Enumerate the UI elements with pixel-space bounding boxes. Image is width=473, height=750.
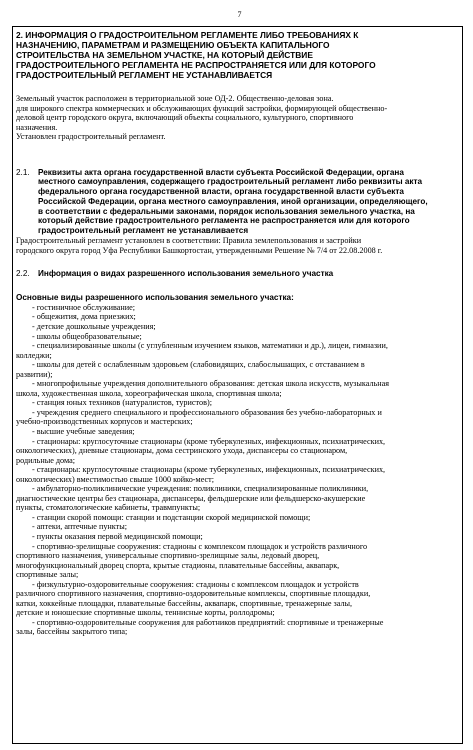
section-2-1-title-line: Реквизиты акта органа государственной власти субъекта Российской Федерации, органа (38, 167, 404, 177)
list-item-line: диагностические центры без стационара, диспансеры, фельдшерские или фельдшерско-акушерские (16, 493, 366, 503)
list-item (16, 513, 463, 523)
list-item-line: - специализированные школы (с углубленным изучением языков, математики и др.), лицеи, гимназии, (32, 341, 388, 351)
list-item (16, 427, 463, 437)
list-item-line: колледжи; (16, 350, 52, 360)
section-2-1-title-line: градостроительный регламент не устанавливается (38, 226, 249, 236)
section-2-1 (16, 168, 463, 237)
heading-line: 2. ИНФОРМАЦИЯ О ГРАДОСТРОИТЕЛЬНОМ РЕГЛАМЕНТЕ ЛИБО ТРЕБОВАНИЯХ К (16, 30, 359, 40)
intro-line: назначения. (16, 122, 58, 132)
list-item-line: - общежития, дома приезжих; (32, 312, 136, 322)
list-item-line: пункты, стоматологические кабинеты, травмпункты; (16, 503, 201, 513)
list-item-line: учебно-производственных корпусов и мастерских; (16, 417, 193, 427)
list-item (16, 580, 463, 618)
section-2-1-title-line: в соответствии с федеральными законами, порядок использования земельного участка, на (38, 206, 415, 216)
list-item-line: - спортивно-зрелищные сооружения: стадионы с комплексом площадок и устройств различного (32, 541, 368, 551)
section-2-2-number: 2.2. (16, 269, 30, 279)
page-content (16, 30, 463, 637)
list-item-line: катки, хоккейные площадки, плавательные бассейны, аквапарк, спортивные, тренажерные залы, (16, 598, 353, 608)
heading-line: ГРАДОСТРОИТЕЛЬНОГО РЕГЛАМЕНТА НЕ РАСПРОСТРАНЯЕТСЯ ИЛИ ДЛЯ КОТОРОГО (16, 60, 376, 70)
list-item (16, 465, 463, 484)
section-2-1-title-line: который действие градостроительного регламента не распространяется или для которого (38, 216, 410, 226)
heading-line: СТРОИТЕЛЬСТВА НА ЗЕМЕЛЬНОМ УЧАСТКЕ, НА КОТОРЫЙ ДЕЙСТВИЕ (16, 50, 313, 60)
list-item (16, 398, 463, 408)
list-item-line: залы, бассейны закрытого типа; (16, 627, 128, 637)
page-number: 7 (237, 10, 242, 19)
section-2-heading (16, 30, 463, 80)
list-item-line: - станции скорой помощи: станции и подстанции скорой медицинской помощи; (32, 512, 311, 522)
list-item-line: - стационары: круглосуточные стационары (кроме туберкулезных, инфекционных, психиатрических, (32, 436, 386, 446)
section-2-1-title-line: местного самоуправления, содержащего градостроительный регламент либо реквизиты акта (38, 177, 423, 187)
list-item-line: родильные дома; (16, 455, 76, 465)
list-item-line: - стационары: круглосуточные стационары (кроме туберкулезных, инфекционных, психиатрических, (32, 465, 386, 475)
list-item-line: - аптеки, аптечные пункты; (32, 522, 128, 532)
section-2-1-number: 2.1. (16, 167, 30, 177)
list-item (16, 303, 463, 313)
list-item (16, 322, 463, 332)
section-2-1-title (38, 168, 463, 237)
main-uses-list (16, 303, 463, 637)
intro-line: Установлен градостроительный регламент. (16, 132, 166, 141)
list-item-line: спортивного назначения, универсальные спортивно-зрелищные залы, ледовый дворец, (16, 551, 320, 561)
list-item (16, 437, 463, 466)
intro-line: Земельный участок расположен в территориальной зоне ОД-2. Общественно-деловая зона. (16, 94, 334, 103)
list-item-line: различного спортивного назначения, спортивно-оздоровительные комплексы, спортивные площадки, (16, 589, 371, 599)
list-item-line: - пункты оказания первой медицинской помощи; (32, 532, 203, 541)
list-item-line: - спортивно-оздоровительные сооружения для работников предприятий: спортивные и тренажерные (32, 617, 384, 627)
heading-line: НАЗНАЧЕНИЮ, ПАРАМЕТРАМ И РАЗМЕЩЕНИЮ ОБЪЕКТА КАПИТАЛЬНОГО (16, 40, 330, 50)
list-item (16, 484, 463, 513)
section-2-1-text (16, 236, 463, 255)
list-item (16, 522, 463, 532)
section-2-1-text-line: городского округа город Уфа Республики Башкортостан, утвержденными Решение № 7/4 от 22.08.2008 г. (16, 245, 383, 255)
list-item-line: - детские дошкольные учреждения; (32, 321, 156, 331)
list-item-line: школа, художественная школа, хореографическая школа, спортивная школа; (16, 388, 282, 398)
list-item (16, 408, 463, 427)
list-item-line: - станция юных техников (натуралистов, туристов); (32, 398, 212, 408)
list-item-line: многофункциональный дворец спорта, крытые стадионы, плавательные бассейны, аквапарк, (16, 560, 340, 570)
section-2-1-title-line: Российской Федерации, органа местного самоуправления, иной организации, определяющего, (38, 196, 428, 206)
list-item (16, 341, 463, 360)
zone-description (16, 94, 463, 142)
list-item-line: онкологических), дневные стационары, дома сестринского ухода, диспансеры со стационаром, (16, 446, 348, 456)
list-item (16, 532, 463, 542)
section-2-1-title-line: федерального органа государственной власти, органа государственной власти субъекта (38, 187, 404, 197)
list-item-line: - физкультурно-оздоровительные сооружения: стадионы с комплексом площадок и устройств (32, 579, 359, 589)
list-item-line: - многопрофильные учреждения дополнительного образования: детская школа искусств, музыкальная (32, 379, 390, 389)
section-2-2 (16, 269, 463, 279)
list-item-line: - гостиничное обслуживание; (32, 302, 136, 312)
section-2-2-title: Информация о видах разрешенного использования земельного участка (38, 269, 334, 279)
list-item-line: детские и юношеские спортивные школы, теннисные корты, роллодромы; (16, 608, 275, 618)
section-2-1-text-line: Градостроительный регламент установлен в соответствии: Правила землепользования и застройки (16, 236, 362, 246)
list-item-line: - амбулаторно-поликлинические учреждения: поликлиники, специализированные поликлиники, (32, 484, 369, 494)
main-uses-title: Основные виды разрешенного использования земельного участка: (16, 292, 294, 302)
list-item-line: - школы для детей с ослабленным здоровьем (слабовидящих, слабослышащих, с отставанием в (32, 360, 365, 370)
list-item (16, 332, 463, 342)
list-item-line: онкологических) вместимостью свыше 1000 койко-мест; (16, 474, 215, 484)
heading-line: ГРАДОСТРОИТЕЛЬНЫЙ РЕГЛАМЕНТ НЕ УСТАНАВЛИВАЕТСЯ (16, 70, 273, 80)
intro-line: для широкого спектра коммерческих и обслуживающих функций застройки, формирующей общественно- (16, 103, 388, 113)
list-item-line: развитии); (16, 369, 53, 379)
list-item-line: спортивные залы; (16, 570, 79, 580)
list-item-line: - учреждения среднего специального и профессионального образования без учебно-лабораторных и (32, 407, 382, 417)
list-item (16, 542, 463, 580)
list-item (16, 618, 463, 637)
list-item-line: - высшие учебные заведения; (32, 426, 135, 436)
intro-line: деловой центр городского округа, включающий объекты социального, культурного, спортивного (16, 113, 354, 122)
list-item (16, 360, 463, 379)
list-item-line: - школы общеобразовательные; (32, 331, 142, 341)
list-item (16, 379, 463, 398)
list-item (16, 312, 463, 322)
